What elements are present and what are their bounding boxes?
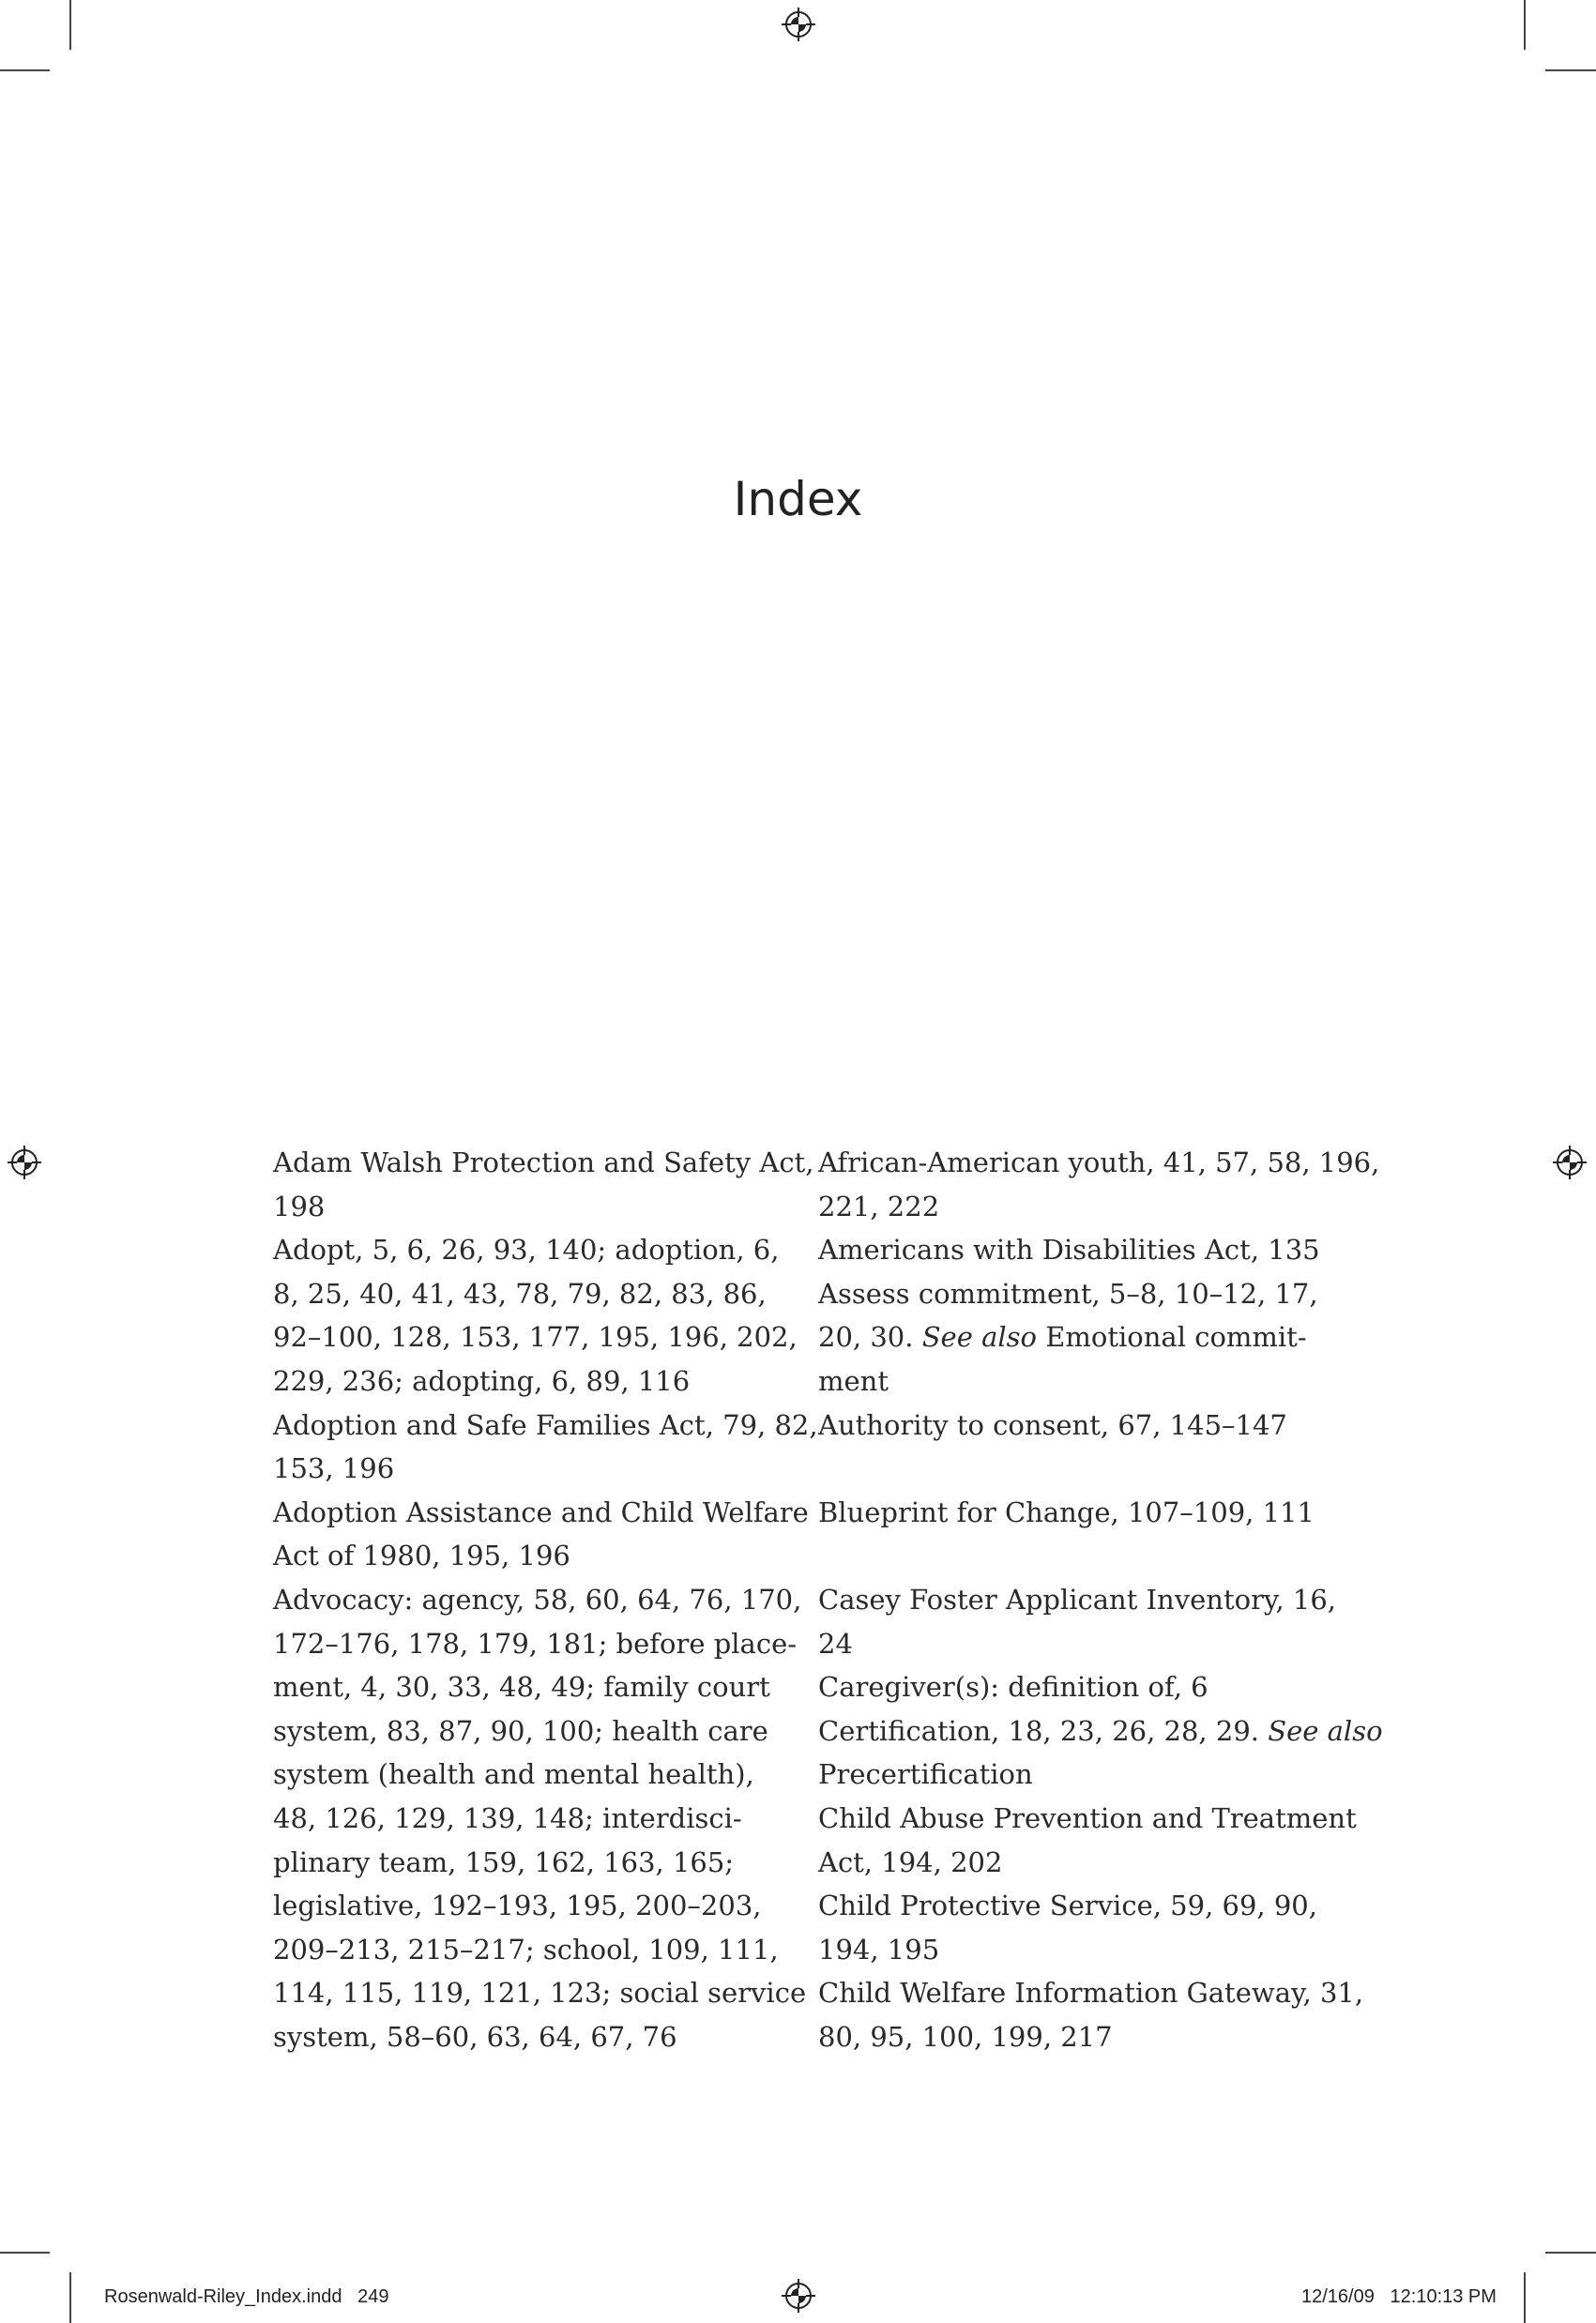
index-line: Adoption and Safe Families Act, 79, 82, — [273, 1408, 818, 1441]
index-line: 209–213, 215–217; school, 109, 111, — [273, 1933, 779, 1966]
index-entry — [818, 1491, 1344, 1535]
index-line: Americans with Disabilities Act, 135 — [818, 1234, 1320, 1267]
index-line: 114, 115, 119, 121, 123; social service — [273, 1977, 807, 2010]
index-line: Adopt, 5, 6, 26, 93, 140; adoption, 6, — [273, 1234, 780, 1267]
index-line: 221, 222 — [818, 1190, 940, 1222]
see-also-label: See also — [921, 1321, 1038, 1354]
index-line: 198 — [273, 1190, 326, 1222]
page-title: Index — [733, 472, 863, 526]
index-entry — [818, 1404, 1344, 1448]
index-line: system, 58–60, 63, 64, 67, 76 — [273, 2020, 677, 2053]
crop-mark-top-right-h — [1545, 69, 1596, 71]
timestamp-slug: 12/16/09 12:10:13 PM — [1301, 2286, 1497, 2307]
index-entry — [818, 1665, 1344, 1709]
index-line: ment, 4, 30, 33, 48, 49; family court — [273, 1671, 770, 1704]
crop-mark-bottom-right-h — [1545, 2252, 1596, 2254]
index-line: Blueprint for Change, 107–109, 111 — [818, 1496, 1315, 1528]
index-entry — [818, 1141, 1380, 1228]
crop-mark-top-right-v — [1524, 0, 1526, 50]
index-line: plinary team, 159, 162, 163, 165; — [273, 1845, 735, 1878]
crop-mark-bottom-left-v — [69, 2272, 71, 2323]
index-entry — [818, 1228, 1344, 1272]
index-right-column — [818, 1141, 1383, 2058]
index-line: Authority to consent, 67, 145–147 — [818, 1408, 1287, 1441]
index-entry — [818, 1709, 1383, 1797]
index-line: 8, 25, 40, 41, 43, 78, 79, 82, 83, 86, — [273, 1277, 767, 1310]
index-line: 229, 236; adopting, 6, 89, 116 — [273, 1364, 691, 1397]
index-line — [818, 1709, 1383, 1754]
index-entry — [273, 1228, 798, 1403]
index-entry — [273, 1404, 818, 1491]
crop-mark-bottom-left-h — [0, 2252, 50, 2254]
index-entry — [818, 1971, 1364, 2058]
index-line: Act of 1980, 195, 196 — [273, 1540, 570, 1572]
index-line: African-American youth, 41, 57, 58, 196, — [818, 1146, 1380, 1178]
index-line: Caregiver(s): definition of, 6 — [818, 1671, 1208, 1704]
index-entry — [273, 1141, 814, 1228]
index-entry — [818, 1884, 1344, 1971]
index-entry — [818, 1578, 1344, 1665]
index-entry — [273, 1491, 809, 1578]
registration-mark-bottom-icon — [782, 2279, 815, 2313]
index-line: 80, 95, 100, 199, 217 — [818, 2020, 1113, 2053]
registration-mark-left-icon — [8, 1146, 41, 1179]
index-entry — [818, 1272, 1344, 1404]
index-line: Assess commitment, 5–8, 10–12, 17, — [818, 1277, 1318, 1310]
crop-mark-top-left-v — [69, 0, 71, 50]
crop-mark-bottom-right-v — [1524, 2272, 1526, 2323]
index-line: system (health and mental health), — [273, 1758, 754, 1791]
file-slug: Rosenwald-Riley_Index.indd 249 — [104, 2286, 389, 2307]
index-line: 48, 126, 129, 139, 148; interdisci- — [273, 1801, 742, 1834]
crop-mark-top-left-h — [0, 69, 50, 71]
see-also-label: See also — [1268, 1714, 1383, 1747]
index-line: Child Welfare Information Gateway, 31, — [818, 1977, 1364, 2010]
index-line: Child Protective Service, 59, 69, 90, — [818, 1890, 1317, 1922]
index-line: Child Abuse Prevention and Treatment — [818, 1801, 1357, 1834]
index-line: Adoption Assistance and Child Welfare — [273, 1496, 809, 1528]
registration-mark-top-icon — [782, 8, 815, 41]
index-text: Emotional commit- — [1037, 1321, 1307, 1354]
registration-mark-right-icon — [1553, 1146, 1587, 1179]
index-entry — [818, 1797, 1357, 1884]
index-line: Adam Walsh Protection and Safety Act, — [273, 1146, 814, 1178]
index-line: 92–100, 128, 153, 177, 195, 196, 202, — [273, 1321, 798, 1354]
index-text: Certification, 18, 23, 26, 28, 29. — [818, 1714, 1269, 1747]
index-text: 20, 30. — [818, 1321, 922, 1354]
index-line: Act, 194, 202 — [818, 1845, 1003, 1878]
index-line: legislative, 192–193, 195, 200–203, — [273, 1890, 762, 1922]
index-line: 172–176, 178, 179, 181; before place- — [273, 1627, 798, 1660]
index-line: 194, 195 — [818, 1933, 940, 1966]
index-line: 24 — [818, 1627, 853, 1660]
index-line: 153, 196 — [273, 1452, 395, 1485]
index-line — [818, 1315, 1344, 1359]
index-line: ment — [818, 1364, 889, 1397]
index-line: system, 83, 87, 90, 100; health care — [273, 1714, 768, 1747]
index-line: Casey Foster Applicant Inventory, 16, — [818, 1583, 1337, 1616]
index-left-column — [273, 1141, 818, 2058]
index-entry — [273, 1578, 807, 2059]
index-line: Advocacy: agency, 58, 60, 64, 76, 170, — [273, 1583, 802, 1616]
index-line: Precertification — [818, 1758, 1033, 1791]
